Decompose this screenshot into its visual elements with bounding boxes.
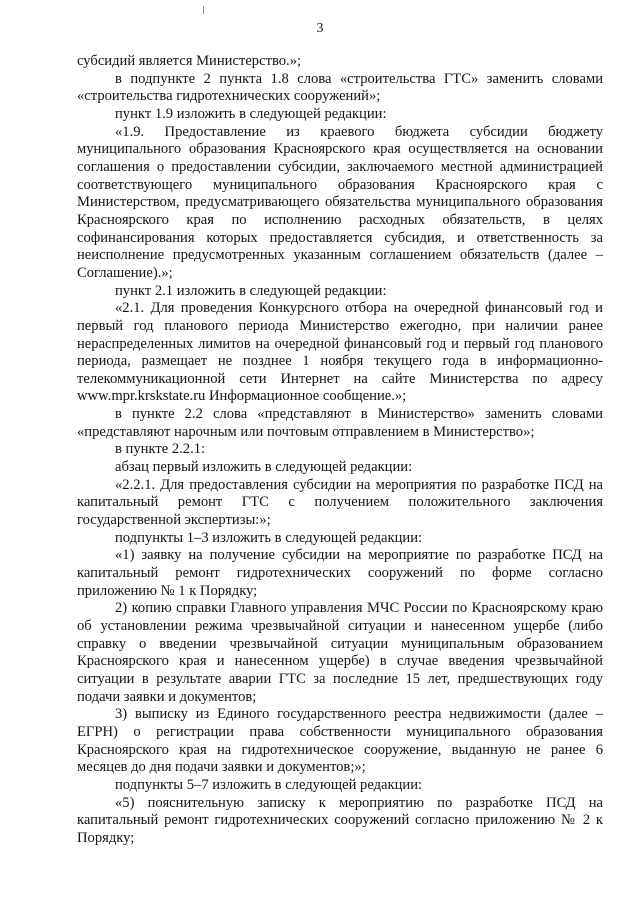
paragraph: «1.9. Предоставление из краевого бюджета субсидии бюджету муниципального образования Красноярского края осуществляется на основании соглашения о предоставлении субсидии, заключаемого местной администрацией соответствующего муниципального образования Красноярского края с Министерством, предусматривающего обязательства муниципального образования Красноярского края по исполнению расходных обязательств, в целях софинансирования которых предоставляется субсидия, и ответственность за неисполнение предусмотренных указанным соглашением обязательств (далее – Соглашение).»; [77, 123, 603, 281]
paragraph: субсидий является Министерство.»; [77, 53, 302, 69]
paragraph: в пункте 2.2.1: [115, 441, 206, 458]
paragraph: подпункты 1–3 изложить в следующей редакции: [115, 529, 423, 546]
paragraph: пункт 2.1 изложить в следующей редакции: [115, 282, 387, 299]
paragraph: «2.1. Для проведения Конкурсного отбора на очередной финансовый год и первый год планового периода Министерство ежегодно, при наличии ранее нераспределенных лимитов на очередной финансовый год и первый год планового периода, размещает не позднее 1 ноября текущего года в информационно-телекоммуникационной сети Интернет на сайте Министерства по адресу www.mpr.krskstate.ru Информационное сообщение.»; [77, 300, 603, 405]
paragraph: «5) пояснительную записку к мероприятию по разработке ПСД на капитальный ремонт гидротехнических сооружений согласно приложению № 2 к Порядку; [77, 794, 603, 846]
paragraph: пункт 1.9 изложить в следующей редакции: [115, 105, 387, 122]
paragraph: в пункте 2.2 слова «представляют в Министерство» заменить словами «представляют нарочным или почтовым отправлением в Министерство»; [77, 406, 603, 440]
paragraph: 3) выписку из Единого государственного реестра недвижимости (далее – ЕГРН) о регистрации права собственности муниципального образования Красноярского края на гидротехническое сооружение, выданную не ранее 6 месяцев до дня подачи заявки и документов;»; [77, 706, 603, 776]
paragraph: «2.2.1. Для предоставления субсидии на мероприятия по разработке ПСД на капитальный ремонт ГТС с получением положительного заключения государственной экспертизы:»; [77, 476, 603, 529]
paragraph: 2) копию справки Главного управления МЧС России по Красноярскому краю об установлении режима чрезвычайной ситуации и нанесенном ущербе (либо справку о введении чрезвычайной ситуации муниципальным образованием Красноярского края и нанесенном ущербе) в случае введения чрезвычайной ситуации в результате аварии ГТС за последние 15 лет, предшествующих году подачи заявки и документов; [77, 600, 603, 705]
paragraph: в подпункте 2 пункта 1.8 слова «строительства ГТС» заменить словами «строительства гидротехнических сооружений»; [77, 70, 603, 105]
paragraph: абзац первый изложить в следующей редакции: [115, 459, 413, 476]
paragraph: подпункты 5–7 изложить в следующей редакции: [115, 776, 423, 793]
page-number: 3 [316, 21, 324, 36]
paragraph: «1) заявку на получение субсидии на мероприятие по разработке ПСД на капитальный ремонт гидротехнических сооружений по форме согласно приложению № 1 к Порядку; [77, 547, 603, 599]
document-body [77, 53, 603, 848]
scan-mark [203, 6, 204, 14]
